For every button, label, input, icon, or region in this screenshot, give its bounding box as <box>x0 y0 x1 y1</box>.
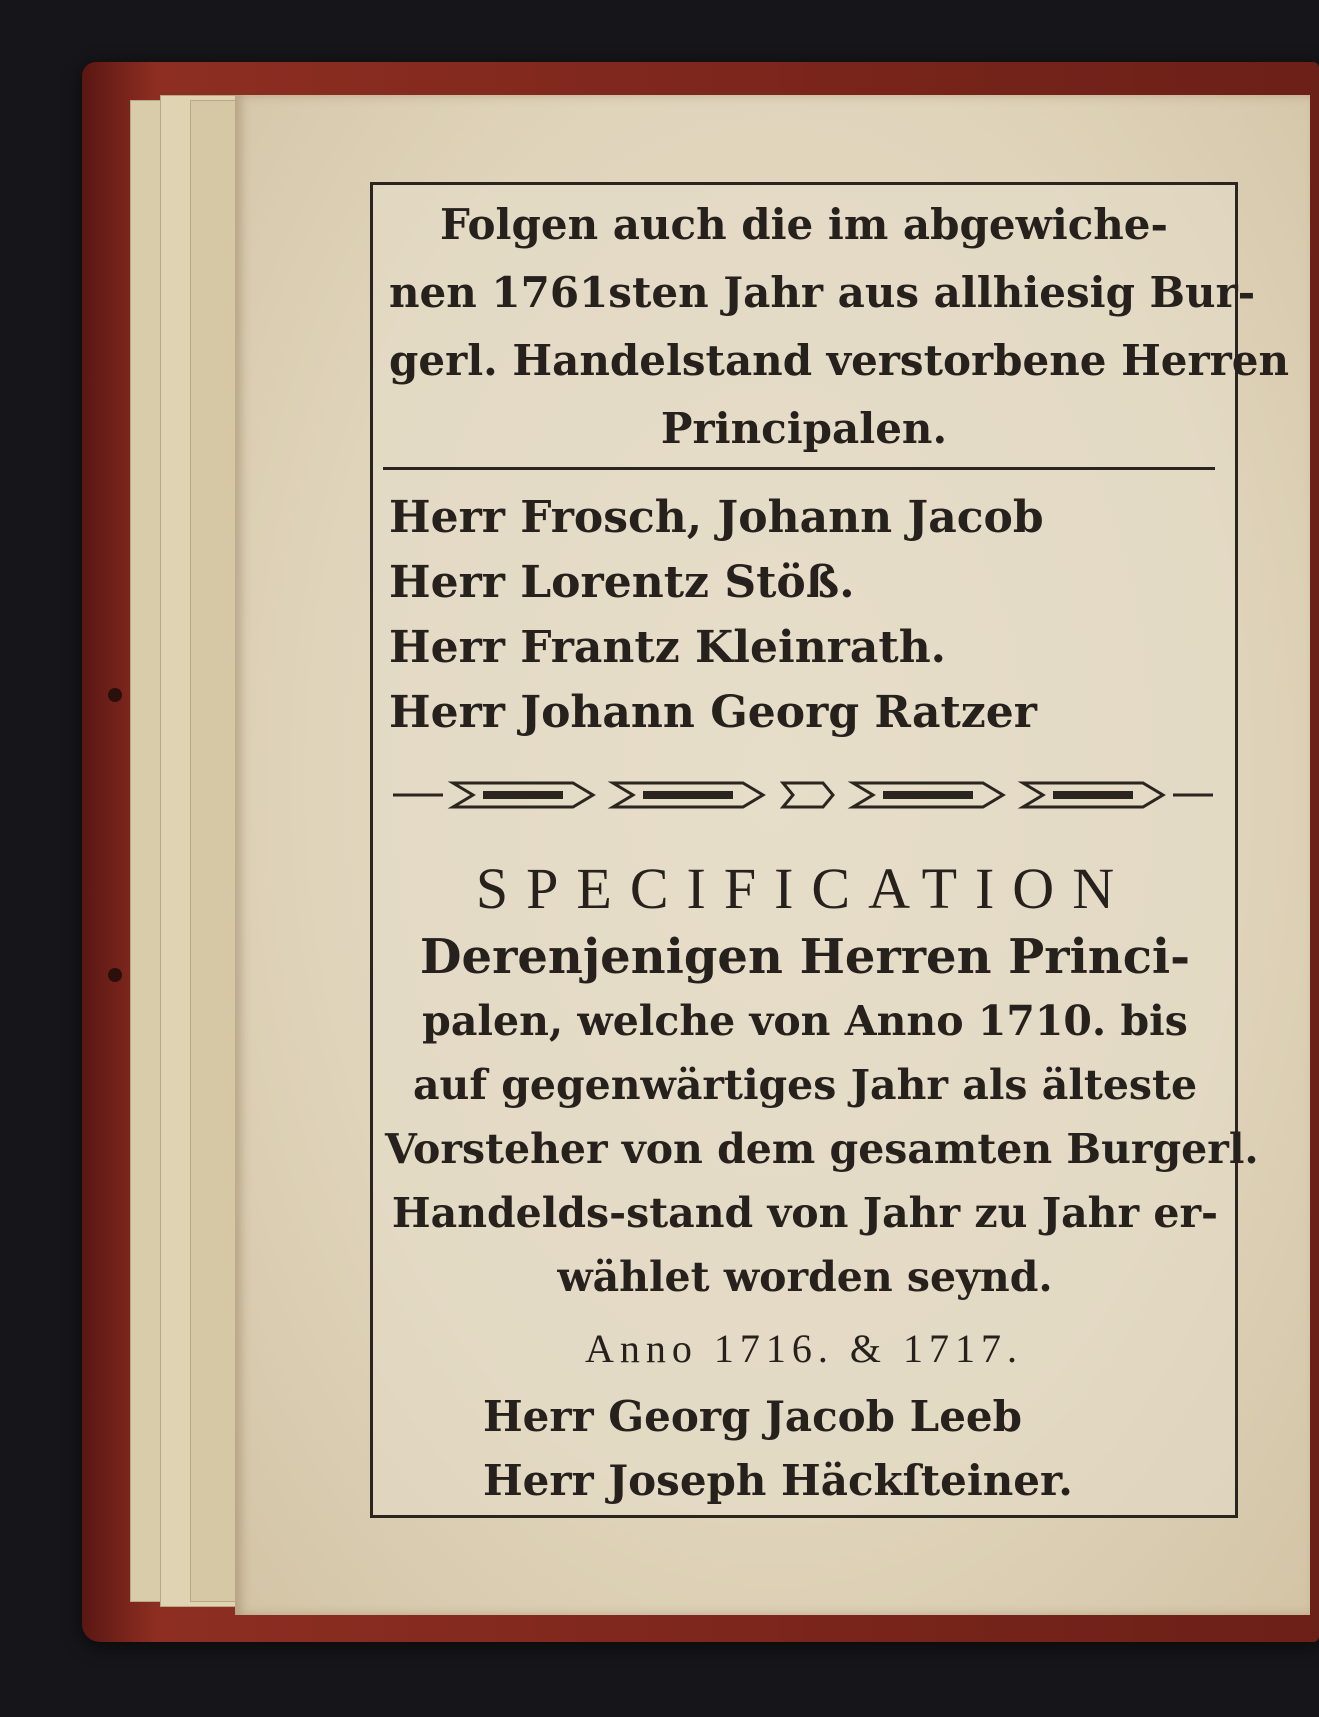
list-item: Herr Lorentz Stöß. <box>389 557 855 608</box>
specification-text <box>385 925 1259 1309</box>
specification-title: SPECIFICATION <box>475 856 1133 921</box>
text-line: wählet worden seynd. <box>557 1253 1053 1301</box>
printed-text-block <box>370 182 1290 1518</box>
heading-line: gerl. Handelstand verstorbene Herren <box>389 336 1290 385</box>
ornamental-divider <box>383 775 1223 815</box>
text-line: Handelds-stand von Jahr zu Jahr er- <box>391 1189 1219 1237</box>
list-item: Herr Frosch, Johann Jacob <box>389 492 1044 543</box>
list-item: Herr Frantz Kleinrath. <box>389 622 947 673</box>
text-line: palen, welche von Anno 1710. bis <box>422 997 1188 1045</box>
years-line: Anno 1716. & 1717. <box>585 1326 1023 1371</box>
elders-list <box>483 1385 1073 1513</box>
list-item: Herr Johann Georg Ratzer <box>389 687 1037 738</box>
text-line: Vorsteher von dem gesamten Burgerl. <box>385 1125 1259 1173</box>
list-item: Herr Georg Jacob Leeb <box>483 1392 1023 1441</box>
binding-hole <box>108 968 122 982</box>
binding-hole <box>108 688 122 702</box>
text-line: Derenjenigen Herren Princi- <box>419 929 1191 985</box>
list-item: Herr Joseph Häckſteiner. <box>483 1456 1073 1505</box>
deceased-list <box>389 485 1044 745</box>
text-line: auf gegenwärtiges Jahr als älteste <box>412 1061 1198 1109</box>
heading-line: Folgen auch die im abgewiche- <box>440 200 1168 249</box>
heading-line: Principalen. <box>660 404 948 453</box>
horizontal-rule <box>383 467 1215 470</box>
heading-line: nen 1761sten Jahr aus allhiesig Bur- <box>389 268 1256 317</box>
heading <box>373 191 1290 463</box>
